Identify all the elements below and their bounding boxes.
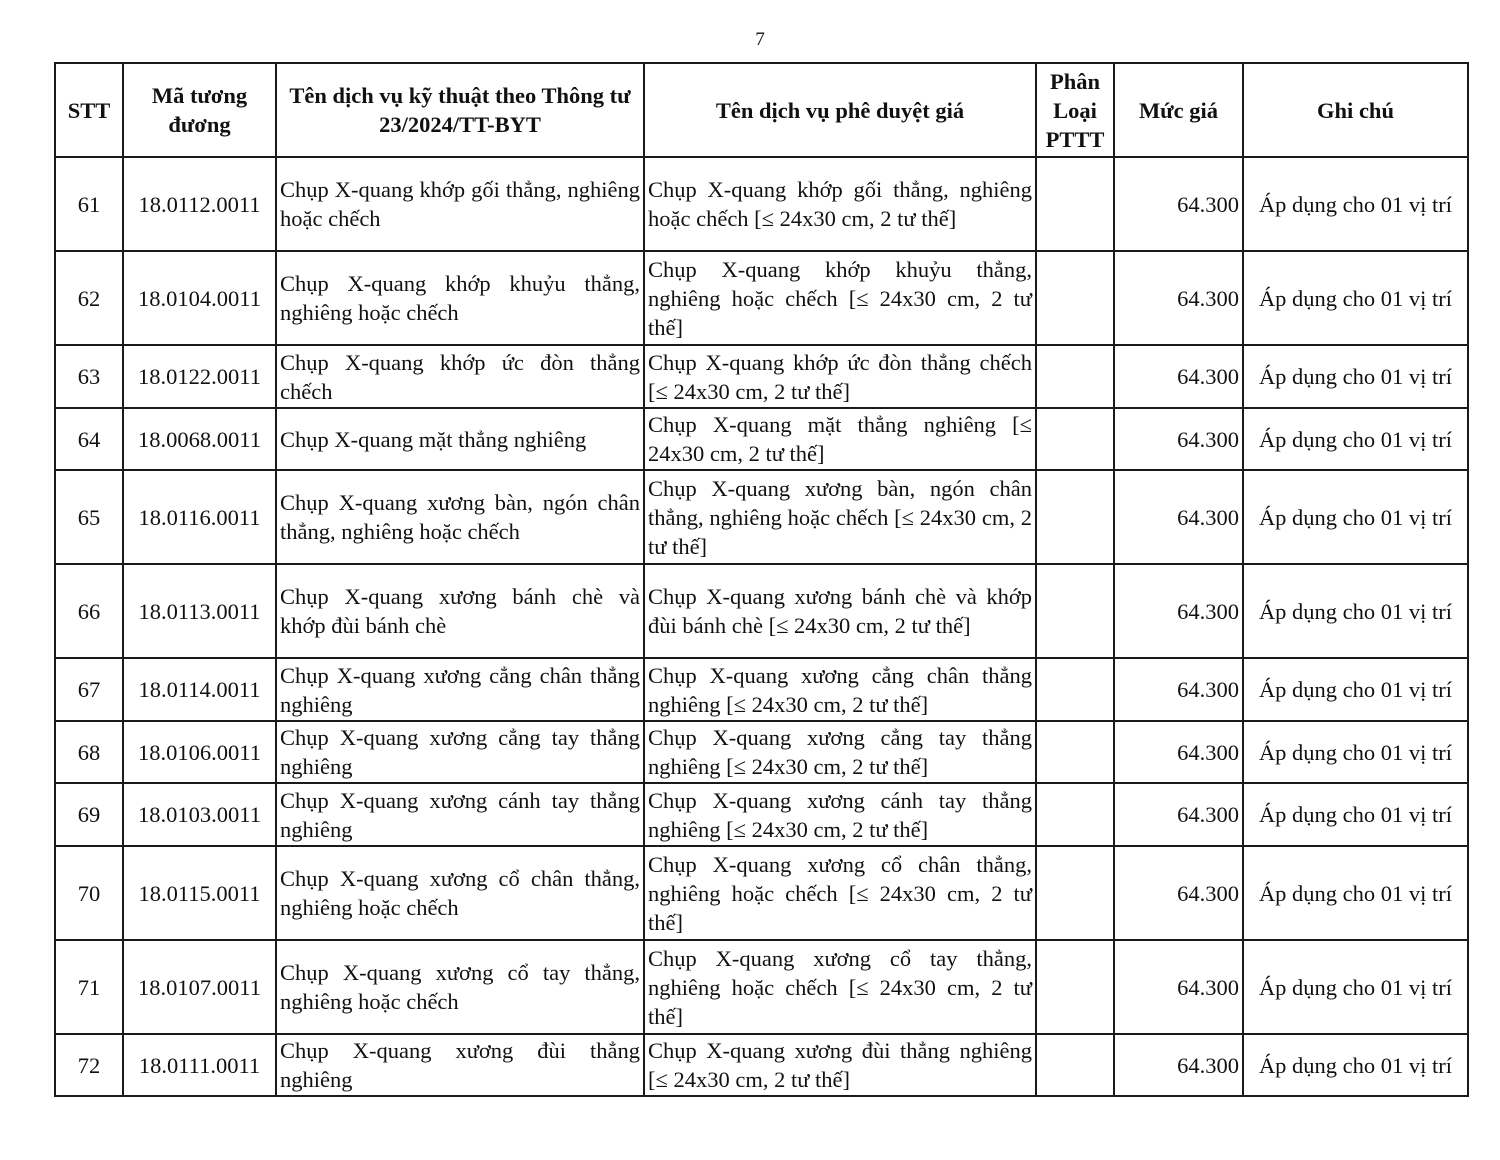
cell-price: 64.300 bbox=[1114, 721, 1243, 783]
page-number: 7 bbox=[755, 29, 765, 50]
cell-code: 18.0114.0011 bbox=[123, 658, 276, 721]
cell-classification bbox=[1036, 846, 1114, 940]
cell-price: 64.300 bbox=[1114, 157, 1243, 251]
cell-approved-name: Chụp X-quang xương đùi thẳng nghiêng [≤ 24x30 cm, 2 tư thế] bbox=[644, 1034, 1036, 1096]
cell-classification bbox=[1036, 783, 1114, 846]
cell-code: 18.0107.0011 bbox=[123, 940, 276, 1034]
header-note: Ghi chú bbox=[1243, 63, 1468, 157]
cell-classification bbox=[1036, 470, 1114, 564]
cell-classification bbox=[1036, 157, 1114, 251]
cell-stt: 68 bbox=[55, 721, 123, 783]
cell-service-name: Chụp X-quang khớp gối thẳng, nghiêng hoặc chếch bbox=[276, 157, 644, 251]
header-code: Mã tương đương bbox=[123, 63, 276, 157]
cell-service-name: Chụp X-quang xương bánh chè và khớp đùi bánh chè bbox=[276, 564, 644, 658]
cell-classification bbox=[1036, 564, 1114, 658]
cell-classification bbox=[1036, 658, 1114, 721]
cell-price: 64.300 bbox=[1114, 846, 1243, 940]
cell-stt: 64 bbox=[55, 408, 123, 470]
cell-approved-name: Chụp X-quang xương bánh chè và khớp đùi bánh chè [≤ 24x30 cm, 2 tư thế] bbox=[644, 564, 1036, 658]
cell-service-name: Chụp X-quang khớp ức đòn thẳng chếch bbox=[276, 345, 644, 408]
cell-approved-name: Chụp X-quang xương cổ chân thẳng, nghiêng hoặc chếch [≤ 24x30 cm, 2 tư thế] bbox=[644, 846, 1036, 940]
cell-classification bbox=[1036, 1034, 1114, 1096]
table-row bbox=[55, 940, 1468, 1034]
table-body bbox=[55, 157, 1468, 1096]
cell-note: Áp dụng cho 01 vị trí bbox=[1243, 470, 1468, 564]
price-table bbox=[54, 62, 1469, 1097]
cell-approved-name: Chụp X-quang khớp khuỷu thẳng, nghiêng hoặc chếch [≤ 24x30 cm, 2 tư thế] bbox=[644, 251, 1036, 345]
table-row bbox=[55, 345, 1468, 408]
table-row bbox=[55, 408, 1468, 470]
cell-note: Áp dụng cho 01 vị trí bbox=[1243, 721, 1468, 783]
header-approved-name: Tên dịch vụ phê duyệt giá bbox=[644, 63, 1036, 157]
cell-service-name: Chụp X-quang xương cánh tay thẳng nghiêng bbox=[276, 783, 644, 846]
table-header bbox=[55, 63, 1468, 157]
cell-approved-name: Chụp X-quang khớp gối thẳng, nghiêng hoặc chếch [≤ 24x30 cm, 2 tư thế] bbox=[644, 157, 1036, 251]
cell-classification bbox=[1036, 345, 1114, 408]
cell-service-name: Chụp X-quang xương cẳng chân thẳng nghiêng bbox=[276, 658, 644, 721]
cell-price: 64.300 bbox=[1114, 783, 1243, 846]
table-row bbox=[55, 846, 1468, 940]
cell-code: 18.0068.0011 bbox=[123, 408, 276, 470]
table-row bbox=[55, 658, 1468, 721]
cell-code: 18.0112.0011 bbox=[123, 157, 276, 251]
cell-approved-name: Chụp X-quang khớp ức đòn thẳng chếch [≤ 24x30 cm, 2 tư thế] bbox=[644, 345, 1036, 408]
cell-note: Áp dụng cho 01 vị trí bbox=[1243, 157, 1468, 251]
cell-price: 64.300 bbox=[1114, 470, 1243, 564]
cell-approved-name: Chụp X-quang xương cổ tay thẳng, nghiêng hoặc chếch [≤ 24x30 cm, 2 tư thế] bbox=[644, 940, 1036, 1034]
cell-code: 18.0111.0011 bbox=[123, 1034, 276, 1096]
cell-approved-name: Chụp X-quang xương cẳng tay thẳng nghiêng [≤ 24x30 cm, 2 tư thế] bbox=[644, 721, 1036, 783]
table-row bbox=[55, 783, 1468, 846]
cell-stt: 71 bbox=[55, 940, 123, 1034]
cell-code: 18.0103.0011 bbox=[123, 783, 276, 846]
cell-price: 64.300 bbox=[1114, 251, 1243, 345]
cell-stt: 65 bbox=[55, 470, 123, 564]
cell-price: 64.300 bbox=[1114, 564, 1243, 658]
cell-stt: 69 bbox=[55, 783, 123, 846]
header-stt: STT bbox=[55, 63, 123, 157]
cell-note: Áp dụng cho 01 vị trí bbox=[1243, 846, 1468, 940]
cell-note: Áp dụng cho 01 vị trí bbox=[1243, 345, 1468, 408]
cell-note: Áp dụng cho 01 vị trí bbox=[1243, 564, 1468, 658]
cell-service-name: Chụp X-quang khớp khuỷu thẳng, nghiêng hoặc chếch bbox=[276, 251, 644, 345]
cell-approved-name: Chụp X-quang mặt thẳng nghiêng [≤ 24x30 cm, 2 tư thế] bbox=[644, 408, 1036, 470]
cell-approved-name: Chụp X-quang xương cánh tay thẳng nghiêng [≤ 24x30 cm, 2 tư thế] bbox=[644, 783, 1036, 846]
cell-note: Áp dụng cho 01 vị trí bbox=[1243, 251, 1468, 345]
cell-stt: 72 bbox=[55, 1034, 123, 1096]
table-row bbox=[55, 157, 1468, 251]
cell-price: 64.300 bbox=[1114, 940, 1243, 1034]
table-row bbox=[55, 721, 1468, 783]
cell-stt: 70 bbox=[55, 846, 123, 940]
cell-code: 18.0104.0011 bbox=[123, 251, 276, 345]
cell-code: 18.0122.0011 bbox=[123, 345, 276, 408]
header-service-name: Tên dịch vụ kỹ thuật theo Thông tư 23/2024/TT-BYT bbox=[276, 63, 644, 157]
cell-note: Áp dụng cho 01 vị trí bbox=[1243, 408, 1468, 470]
cell-note: Áp dụng cho 01 vị trí bbox=[1243, 1034, 1468, 1096]
cell-code: 18.0116.0011 bbox=[123, 470, 276, 564]
cell-approved-name: Chụp X-quang xương cẳng chân thẳng nghiêng [≤ 24x30 cm, 2 tư thế] bbox=[644, 658, 1036, 721]
cell-stt: 63 bbox=[55, 345, 123, 408]
cell-price: 64.300 bbox=[1114, 408, 1243, 470]
cell-note: Áp dụng cho 01 vị trí bbox=[1243, 658, 1468, 721]
header-classification: Phân Loại PTTT bbox=[1036, 63, 1114, 157]
cell-note: Áp dụng cho 01 vị trí bbox=[1243, 940, 1468, 1034]
cell-stt: 62 bbox=[55, 251, 123, 345]
cell-approved-name: Chụp X-quang xương bàn, ngón chân thẳng, nghiêng hoặc chếch [≤ 24x30 cm, 2 tư thế] bbox=[644, 470, 1036, 564]
cell-service-name: Chụp X-quang xương cổ tay thẳng, nghiêng hoặc chếch bbox=[276, 940, 644, 1034]
cell-service-name: Chụp X-quang xương đùi thẳng nghiêng bbox=[276, 1034, 644, 1096]
cell-classification bbox=[1036, 251, 1114, 345]
table-row bbox=[55, 470, 1468, 564]
cell-note: Áp dụng cho 01 vị trí bbox=[1243, 783, 1468, 846]
header-price: Mức giá bbox=[1114, 63, 1243, 157]
cell-stt: 66 bbox=[55, 564, 123, 658]
cell-service-name: Chụp X-quang xương cổ chân thẳng, nghiêng hoặc chếch bbox=[276, 846, 644, 940]
table-row bbox=[55, 564, 1468, 658]
cell-price: 64.300 bbox=[1114, 345, 1243, 408]
cell-code: 18.0113.0011 bbox=[123, 564, 276, 658]
cell-classification bbox=[1036, 940, 1114, 1034]
cell-code: 18.0106.0011 bbox=[123, 721, 276, 783]
cell-service-name: Chụp X-quang xương bàn, ngón chân thẳng, nghiêng hoặc chếch bbox=[276, 470, 644, 564]
cell-price: 64.300 bbox=[1114, 1034, 1243, 1096]
table-row bbox=[55, 1034, 1468, 1096]
cell-service-name: Chụp X-quang xương cẳng tay thẳng nghiêng bbox=[276, 721, 644, 783]
cell-classification bbox=[1036, 721, 1114, 783]
cell-price: 64.300 bbox=[1114, 658, 1243, 721]
cell-stt: 67 bbox=[55, 658, 123, 721]
cell-service-name: Chụp X-quang mặt thẳng nghiêng bbox=[276, 408, 644, 470]
cell-code: 18.0115.0011 bbox=[123, 846, 276, 940]
cell-stt: 61 bbox=[55, 157, 123, 251]
table-row bbox=[55, 251, 1468, 345]
cell-classification bbox=[1036, 408, 1114, 470]
